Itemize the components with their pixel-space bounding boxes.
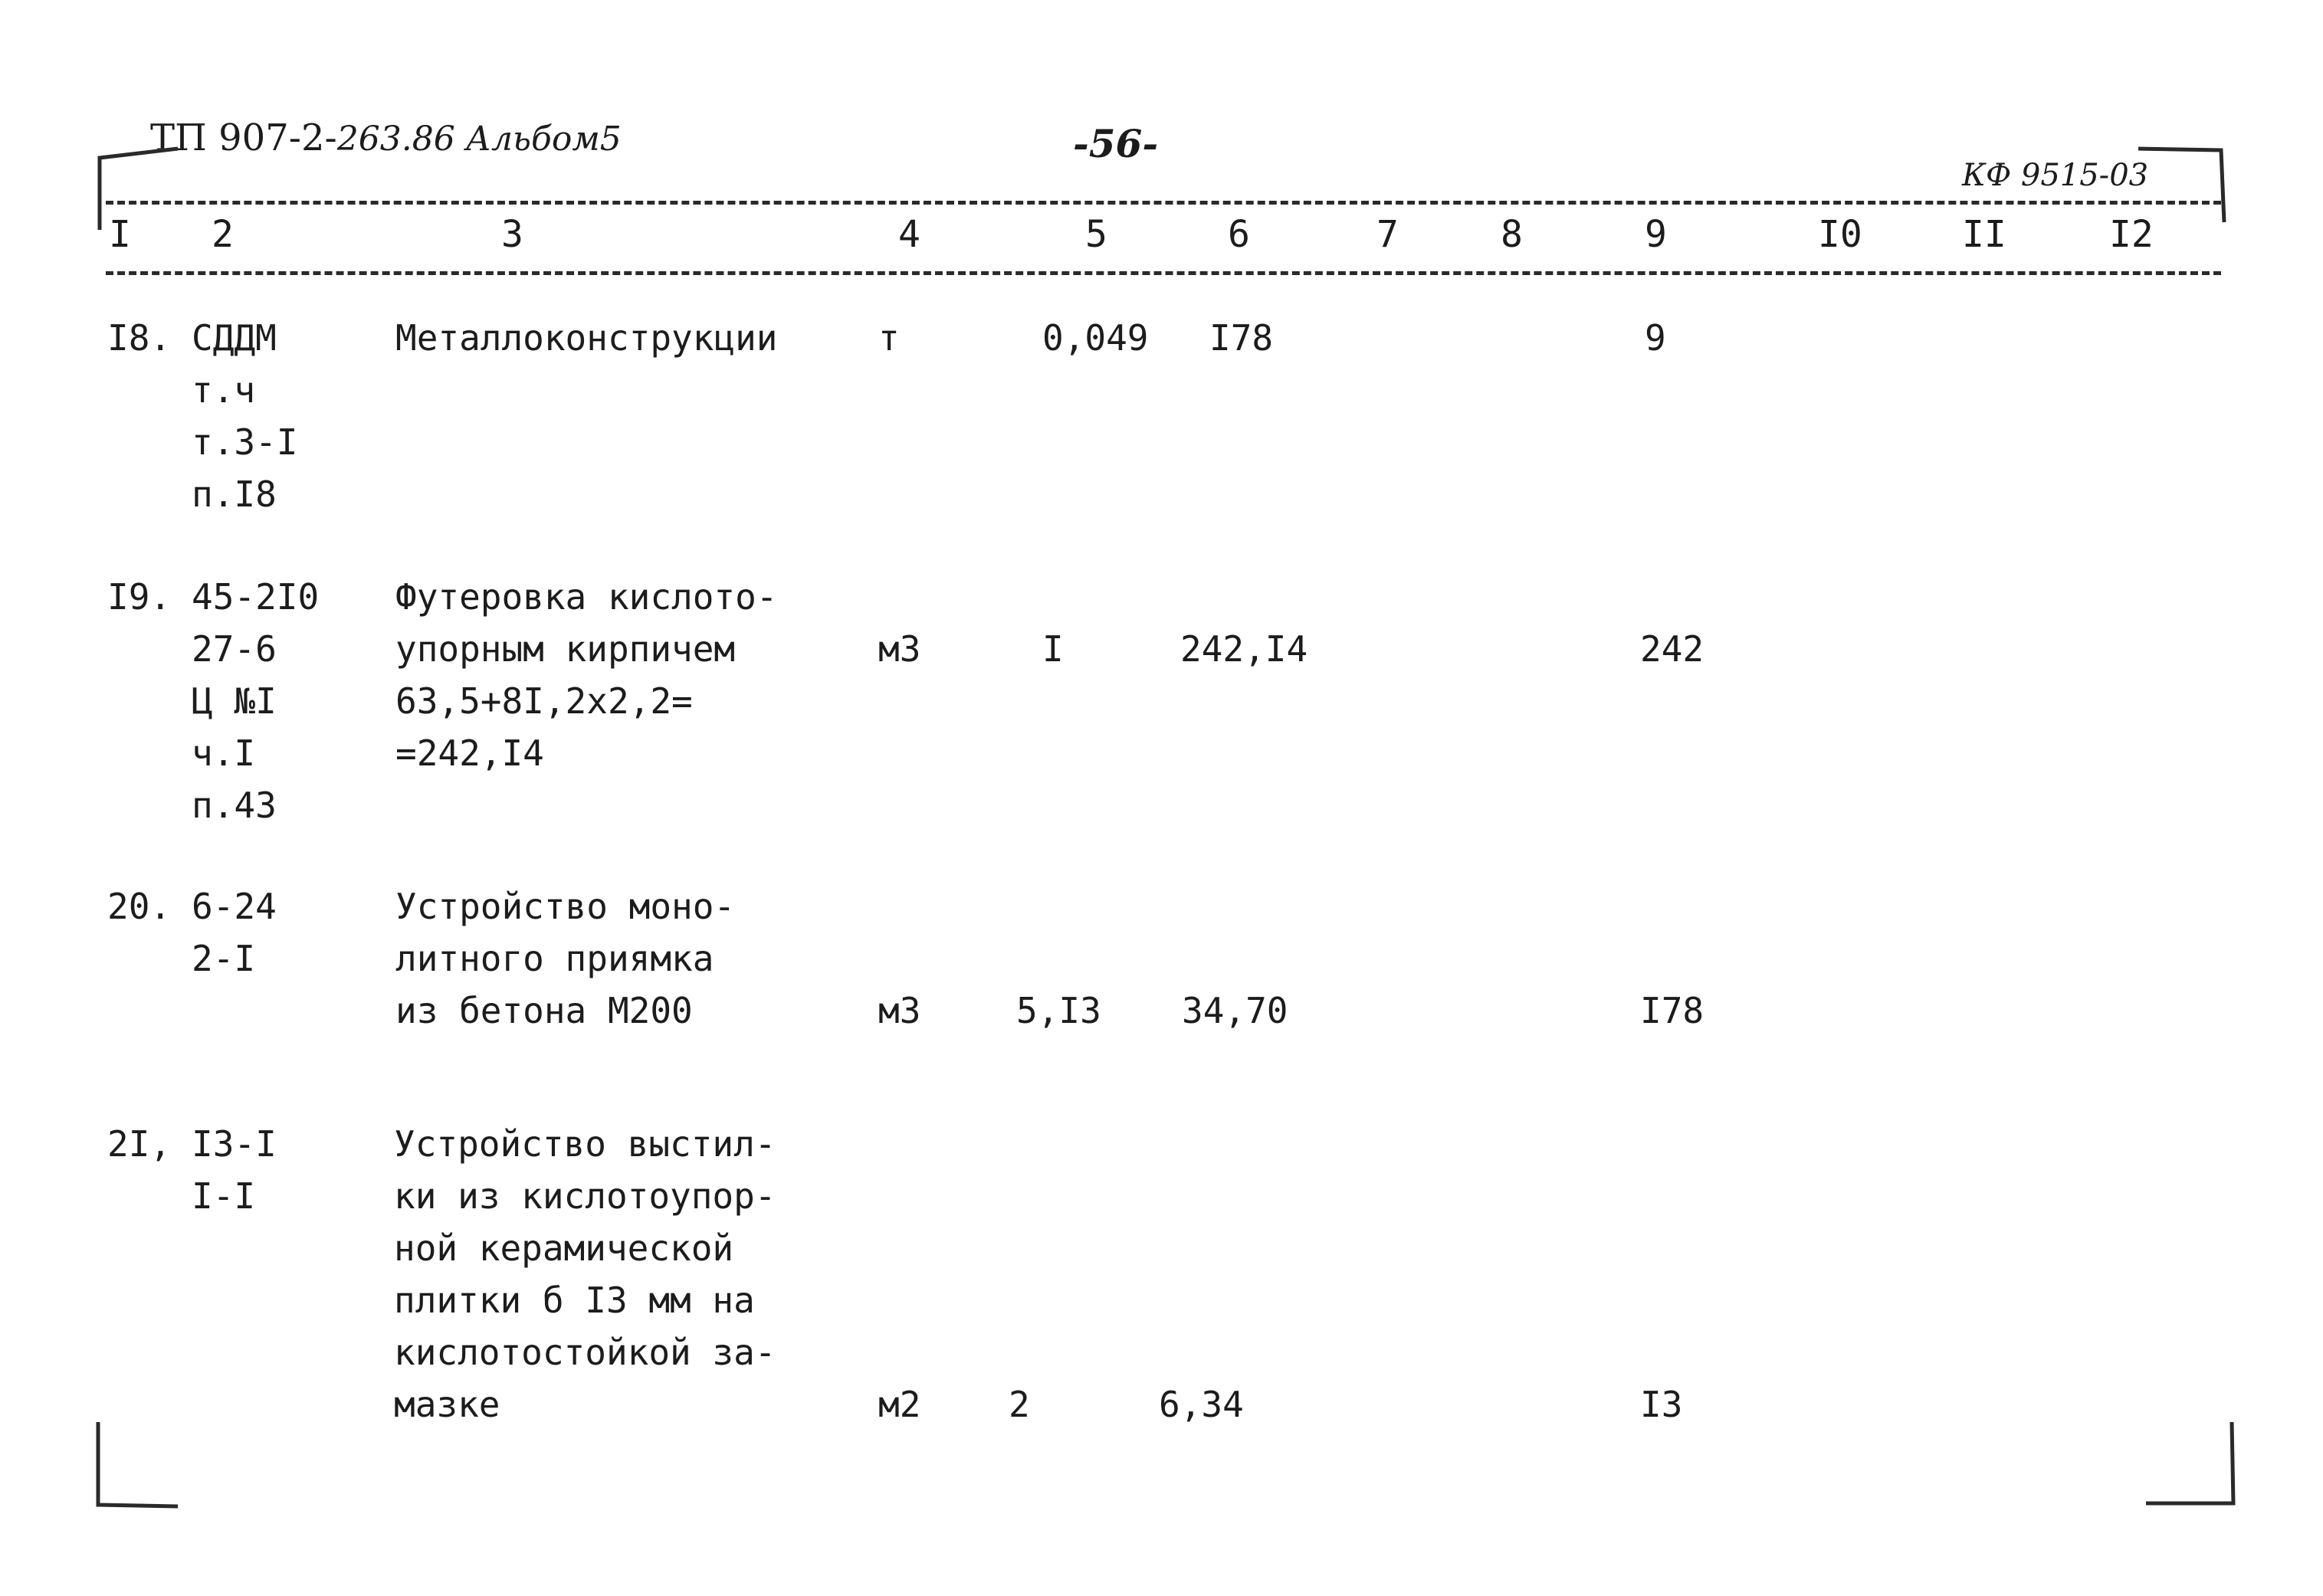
row-unit-price: 34,70	[1182, 990, 1288, 1031]
row-unit-price: 242,I4	[1180, 628, 1308, 670]
description-line: Устройство моно-	[395, 886, 736, 927]
row-unit: т	[878, 317, 900, 359]
description-line: ки из кислотоупор-	[394, 1175, 776, 1217]
basis-line: 27-6	[192, 628, 277, 670]
col-header-8: 8	[1501, 213, 1523, 256]
row-description	[395, 312, 778, 364]
row-unit-price: 6,34	[1159, 1384, 1244, 1425]
header-bottom-rule	[106, 271, 2221, 275]
row-quantity: 5,I3	[1016, 990, 1101, 1031]
col-header-4: 4	[898, 213, 920, 256]
row-total: I3	[1640, 1384, 1683, 1425]
row-basis	[192, 880, 277, 985]
row-number: 2I,	[107, 1123, 172, 1165]
row-unit-price: I78	[1209, 317, 1274, 359]
row-unit: м2	[878, 1384, 921, 1425]
row-unit: м3	[878, 990, 921, 1031]
description-line: из бетона М200	[395, 990, 693, 1031]
row-total: I78	[1640, 990, 1705, 1031]
basis-line: I3-I	[192, 1123, 277, 1165]
basis-line: Ц №I	[192, 680, 277, 722]
basis-line: ч.I	[192, 732, 256, 774]
description-line: кислотостойкой за-	[394, 1332, 776, 1373]
sheet-code: КФ 9515-03	[1962, 158, 2149, 193]
col-header-2: 2	[212, 213, 234, 256]
row-total: 9	[1645, 317, 1666, 359]
basis-line: т.3-I	[192, 421, 298, 463]
row-quantity: I	[1042, 628, 1064, 670]
row-description	[395, 571, 778, 779]
basis-line: 2-I	[192, 938, 256, 979]
frame-bottom-right	[2146, 1422, 2233, 1503]
description-line: упорным кирпичем	[395, 628, 736, 670]
col-header-6: 6	[1228, 213, 1250, 256]
description-line: Металлоконструкции	[395, 317, 778, 359]
row-description	[394, 1118, 776, 1431]
basis-line: 45-2I0	[192, 576, 320, 618]
header-top-rule	[106, 201, 2221, 205]
row-total: 242	[1640, 628, 1705, 670]
basis-line: 6-24	[192, 886, 277, 927]
basis-line: СДДМ	[192, 317, 277, 359]
basis-line: п.43	[192, 785, 277, 826]
description-line: Устройство выстил-	[394, 1123, 776, 1165]
row-description	[395, 880, 735, 1037]
col-header-9: 9	[1645, 213, 1667, 256]
description-line: Футеровка кислото-	[395, 576, 778, 618]
frame-bottom-left	[98, 1422, 178, 1506]
col-header-5: 5	[1085, 213, 1107, 256]
description-line: литного приямка	[395, 938, 714, 979]
row-number: 20.	[107, 886, 172, 927]
col-header-7: 7	[1376, 213, 1399, 256]
row-basis	[192, 312, 297, 520]
description-line: плитки б I3 мм на	[394, 1280, 755, 1321]
row-basis	[192, 571, 319, 831]
row-basis	[192, 1118, 277, 1222]
description-line: ной керамической	[394, 1227, 734, 1269]
row-unit: м3	[878, 628, 921, 670]
basis-line: т.ч	[192, 369, 256, 411]
row-number: I8.	[107, 317, 172, 359]
page-number: -56-	[1073, 121, 1159, 166]
description-line: =242,I4	[395, 732, 544, 774]
col-header-11: II	[1962, 213, 2006, 256]
col-header-3: 3	[501, 213, 523, 256]
basis-line: I-I	[192, 1175, 256, 1217]
col-header-10: I0	[1818, 213, 1862, 256]
row-quantity: 2	[1009, 1384, 1030, 1425]
col-header-12: I2	[2109, 213, 2154, 256]
col-header-1: I	[109, 213, 131, 256]
row-quantity: 0,049	[1042, 317, 1149, 359]
document-code-handwritten: 263.86 Альбом5	[336, 120, 622, 159]
description-line: 63,5+8I,2х2,2=	[395, 680, 693, 722]
row-number: I9.	[107, 576, 172, 618]
basis-line: п.I8	[192, 474, 277, 515]
document-code-printed: ТП 907-2-	[150, 116, 337, 159]
description-line: мазке	[394, 1384, 500, 1425]
